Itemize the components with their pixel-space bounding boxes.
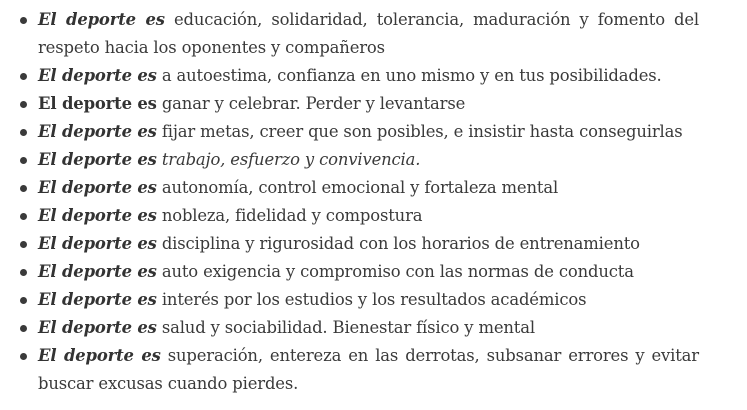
bullet-icon — [20, 185, 27, 192]
item-lead: El deporte es — [38, 346, 161, 365]
bullet-icon — [20, 157, 27, 164]
item-text: auto exigencia y compromiso con las normas de conducta — [156, 262, 634, 281]
item-text: superación, entereza en las derrotas, subsanar errores y evitar buscar excusas cuando pierdes. — [38, 346, 699, 393]
list-item — [0, 286, 747, 314]
item-text: ganar y celebrar. Perder y levantarse — [156, 94, 466, 113]
list-item — [0, 230, 747, 258]
item-lead: El deporte es — [38, 290, 157, 309]
bullet-icon — [20, 101, 27, 108]
list-item — [0, 342, 747, 398]
bullet-icon — [20, 17, 27, 24]
list-item — [0, 174, 747, 202]
bullet-list — [0, 6, 747, 398]
list-item — [0, 258, 747, 286]
item-text: educación, solidaridad, tolerancia, maduración y fomento del respeto hacia los oponentes y compañeros — [38, 10, 699, 57]
bullet-icon — [20, 353, 27, 360]
list-item — [0, 202, 747, 230]
item-text: fijar metas, creer que son posibles, e insistir hasta conseguirlas — [156, 122, 683, 141]
item-lead: El deporte es — [38, 234, 157, 253]
item-lead: El deporte es — [38, 318, 157, 337]
item-lead: El deporte es — [38, 178, 157, 197]
item-text: a autoestima, confianza en uno mismo y en tus posibilidades. — [156, 66, 662, 85]
item-text: nobleza, fidelidad y compostura — [156, 206, 423, 225]
item-lead: El deporte es — [38, 150, 157, 169]
bullet-icon — [20, 325, 27, 332]
list-item — [0, 90, 747, 118]
bullet-icon — [20, 297, 27, 304]
bullet-icon — [20, 269, 27, 276]
item-text: trabajo, esfuerzo y convivencia. — [156, 150, 421, 169]
item-lead: El deporte es — [38, 262, 157, 281]
item-text: disciplina y rigurosidad con los horarios de entrenamiento — [156, 234, 640, 253]
item-lead: El deporte es — [38, 66, 157, 85]
item-lead: El deporte es — [38, 94, 157, 113]
item-text: salud y sociabilidad. Bienestar físico y mental — [156, 318, 535, 337]
item-text: autonomía, control emocional y fortaleza mental — [156, 178, 559, 197]
bullet-icon — [20, 73, 27, 80]
item-text: interés por los estudios y los resultados académicos — [156, 290, 587, 309]
bullet-icon — [20, 241, 27, 248]
list-item — [0, 314, 747, 342]
bullet-icon — [20, 129, 27, 136]
list-item — [0, 6, 747, 62]
list-item — [0, 62, 747, 90]
item-lead: El deporte es — [38, 122, 157, 141]
bullet-icon — [20, 213, 27, 220]
list-item — [0, 118, 747, 146]
item-lead: El deporte es — [38, 206, 157, 225]
item-lead: El deporte es — [38, 10, 165, 29]
list-item — [0, 146, 747, 174]
